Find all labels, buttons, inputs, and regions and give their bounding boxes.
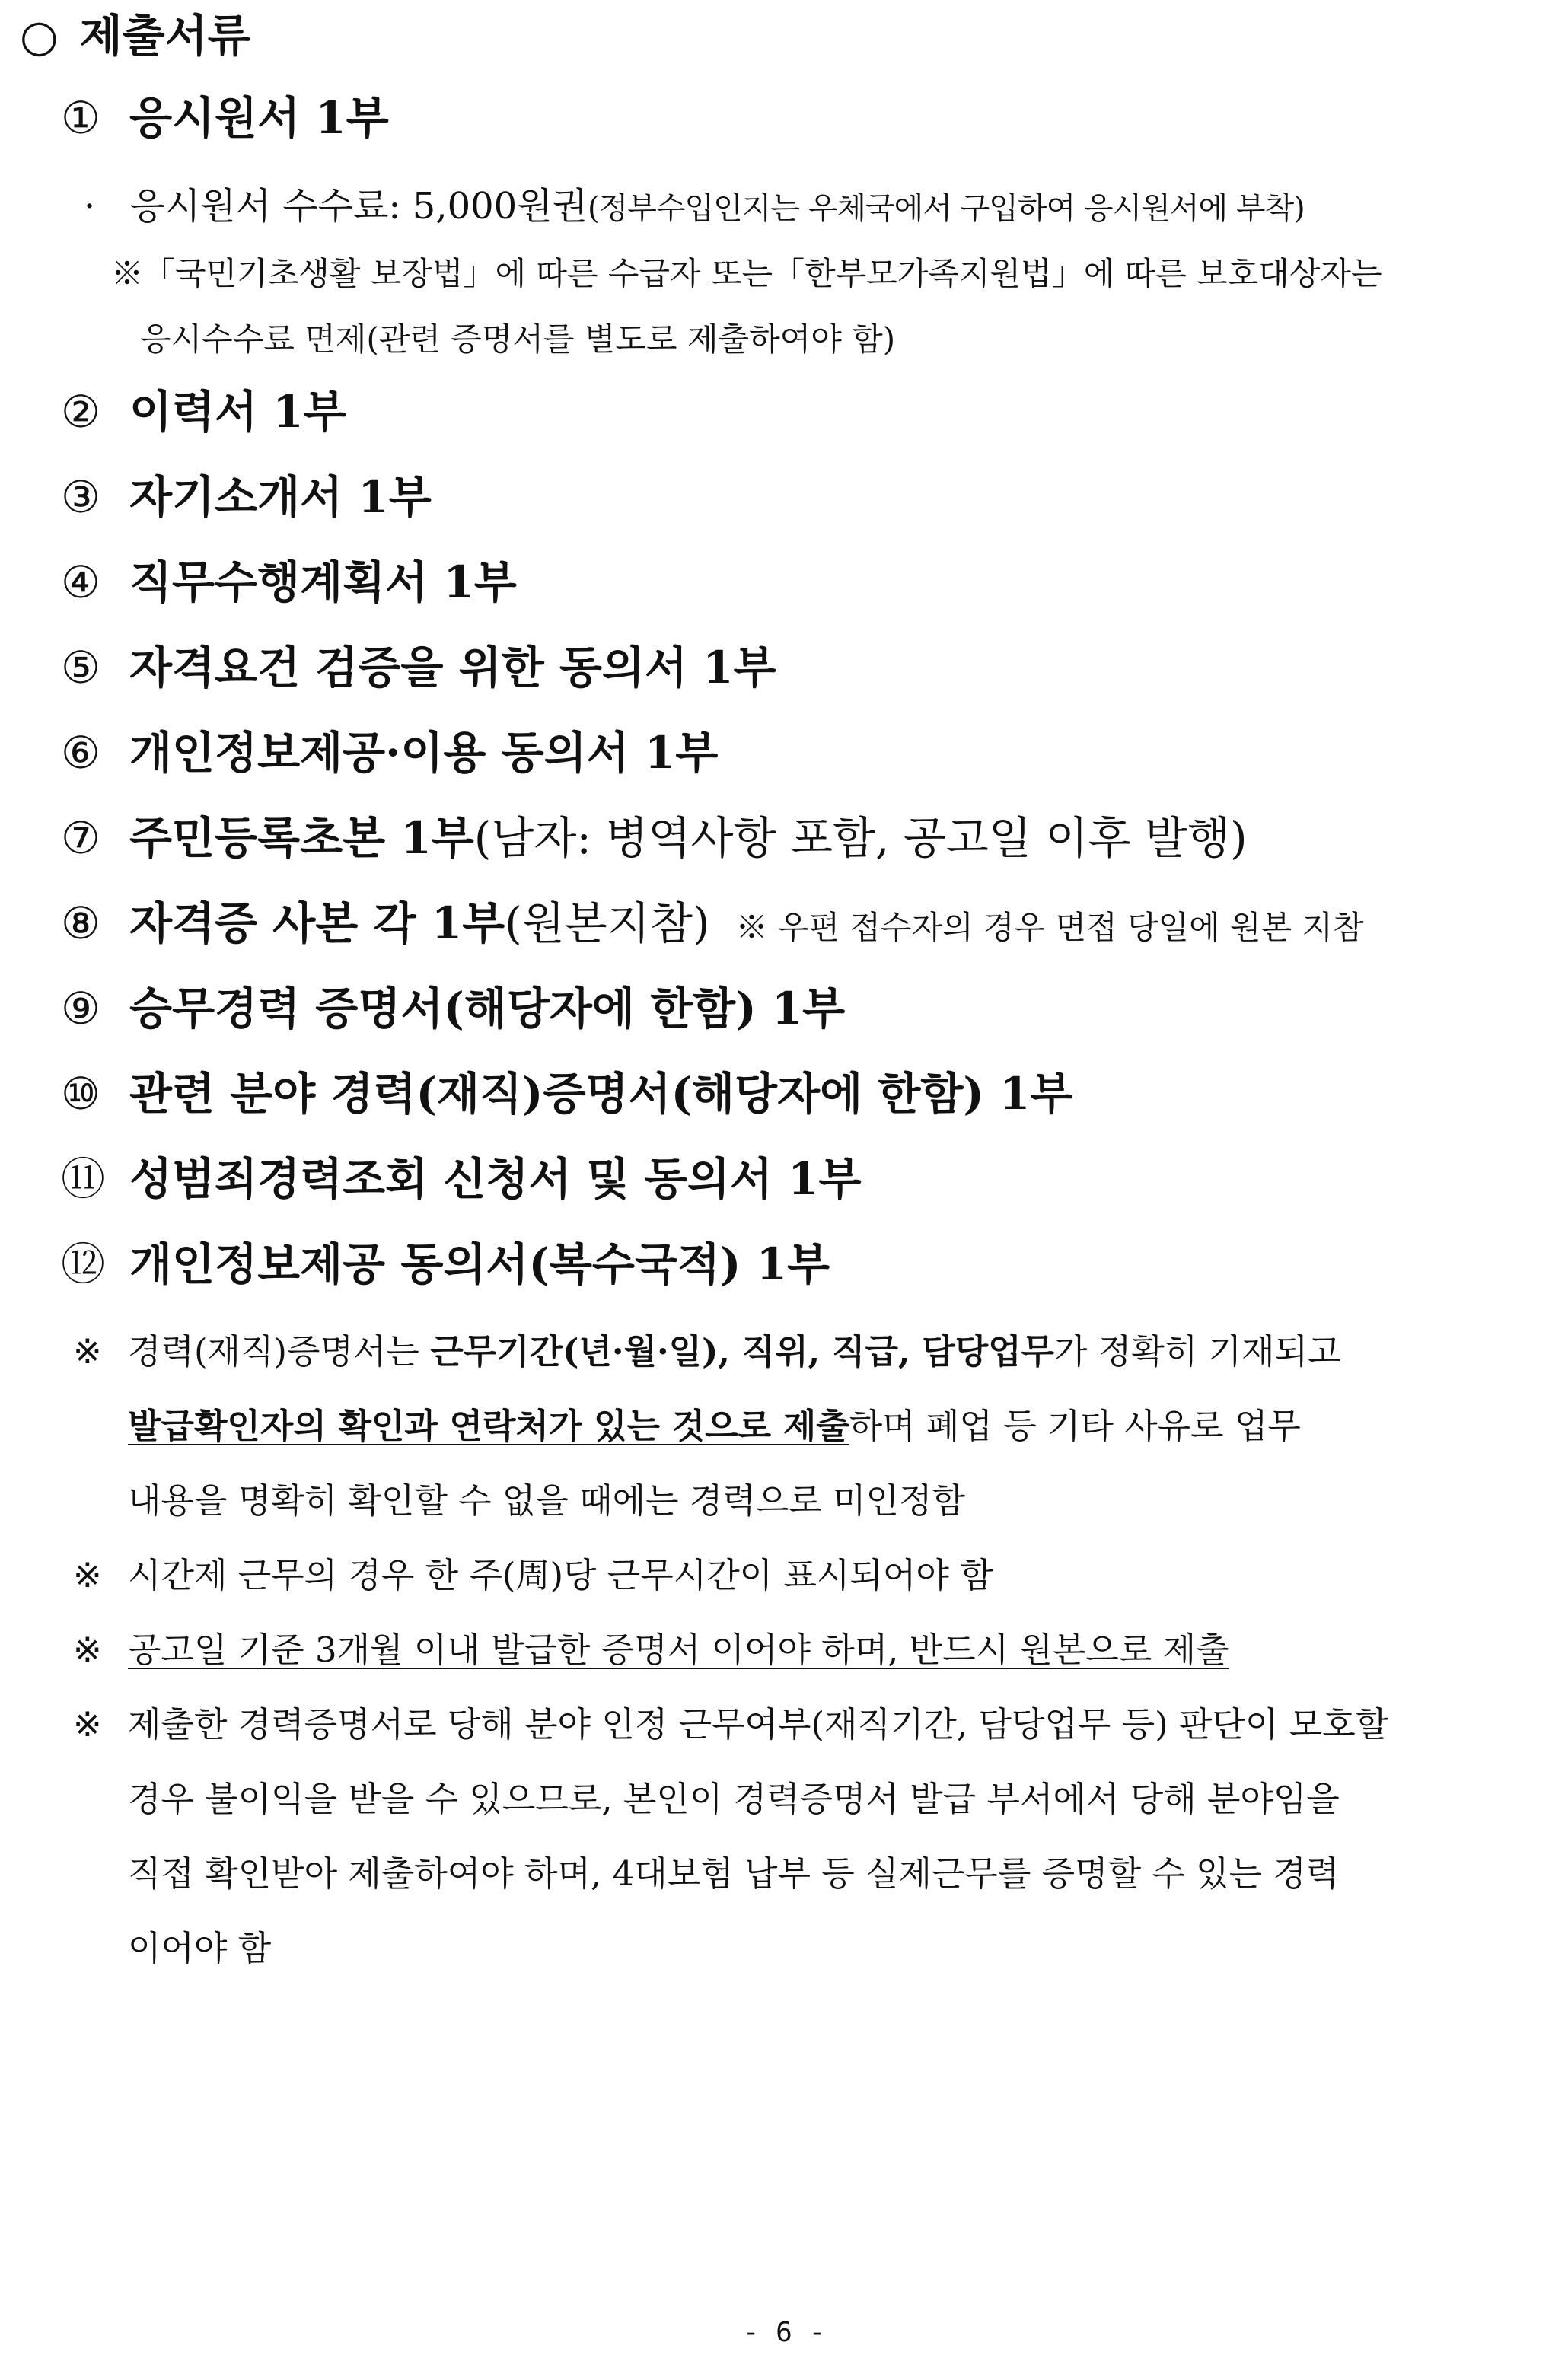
item-label: 직무수행계획서 1부 (129, 556, 517, 608)
item-label: 자격증 사본 각 1부 (129, 897, 505, 949)
section-bullet: ○ (20, 10, 59, 62)
note-career-cert (73, 1332, 1341, 1372)
list-item (61, 983, 845, 1034)
item-label: 자기소개서 1부 (129, 471, 432, 523)
list-item (61, 93, 389, 144)
item-note: ※ 우편 접수자의 경우 면접 당일에 원본 지참 (735, 909, 1364, 946)
fee-exempt-line2: 응시수수료 면제(관련 증명서를 별도로 제출하여야 함) (140, 320, 896, 358)
item-label: 자격요건 검증을 위한 동의서 1부 (129, 642, 776, 693)
note-issue-date (73, 1630, 1229, 1670)
item-label: 응시원서 1부 (129, 92, 389, 144)
note-text: 하며 폐업 등 기타 사유로 업무 (849, 1406, 1301, 1446)
note-career-cert-line2 (128, 1407, 1301, 1446)
item-number: ⑫ (61, 1238, 106, 1290)
list-item (61, 557, 517, 608)
item-number: ⑥ (61, 727, 100, 779)
page-number: - 6 - (742, 2317, 826, 2348)
item-label: 주민등록초본 1부 (129, 812, 474, 864)
item-number: ⑨ (61, 983, 100, 1034)
item-number: ④ (61, 556, 100, 608)
note-mark: ※ (73, 1704, 102, 1745)
note-verification-line3: 직접 확인받아 제출하여야 하며, 4대보험 납부 등 실제근무를 증명할 수 있는 경력 (128, 1853, 1340, 1894)
note-verification-line4: 이어야 함 (128, 1928, 272, 1968)
fee-label: 응시원서 수수료: 5,000원권 (129, 185, 588, 228)
item-label: 승무경력 증명서(해당자에 한함) 1부 (129, 983, 846, 1034)
item-label: 성범죄경력조회 신청서 및 동의서 1부 (129, 1153, 862, 1205)
list-item (61, 642, 776, 693)
note-text-underlined: 공고일 기준 3개월 이내 발급한 증명서 이어야 하며, 반드시 원본으로 제출 (128, 1630, 1229, 1670)
item-number: ③ (61, 471, 100, 523)
item-number: ② (61, 386, 100, 438)
note-text-bold: 근무기간(년·월·일), 직위, 직급, 담당업무 (430, 1331, 1055, 1372)
item-number: ⑪ (61, 1153, 106, 1205)
note-text: 제출한 경력증명서로 당해 분야 인정 근무여부(재직기간, 담당업무 등) 판단이 모호할 (128, 1704, 1389, 1745)
note-verification-line2: 경우 불이익을 받을 수 있으므로, 본인이 경력증명서 발급 부서에서 당해 분야임을 (128, 1779, 1340, 1819)
item-number: ⑤ (61, 642, 100, 693)
list-item (61, 1154, 862, 1205)
note-text: 가 정확히 기재되고 (1054, 1331, 1341, 1372)
fee-exempt-line1: ※「국민기초생활 보장법」에 따른 수급자 또는「한부모가족지원법」에 따른 보호대상자는 (111, 255, 1382, 292)
item-label: 이력서 1부 (129, 386, 346, 438)
fee-bullet: · (84, 185, 96, 228)
item-number: ⑧ (61, 897, 100, 949)
section-title (20, 11, 250, 62)
note-career-cert-line3: 내용을 명확히 확인할 수 없을 때에는 경력으로 미인정함 (128, 1480, 965, 1521)
list-item (61, 472, 432, 523)
item-extra: (원본지참) (505, 897, 710, 949)
list-item (61, 898, 1364, 949)
item-extra: (남자: 병역사항 포함, 공고일 이후 발행) (473, 812, 1248, 864)
list-item (61, 1239, 830, 1290)
item-number: ⑩ (61, 1068, 100, 1120)
item-number: ① (61, 92, 100, 144)
fee-detail: (정부수입인지는 우체국에서 구입하여 응시원서에 부착) (587, 191, 1305, 226)
note-verification (73, 1705, 1388, 1745)
section-title-text: 제출서류 (79, 10, 250, 62)
note-text: 경력(재직)증명서는 (128, 1331, 431, 1372)
note-mark: ※ (73, 1555, 102, 1595)
item-label: 관련 분야 경력(재직)증명서(해당자에 한함) 1부 (129, 1068, 1073, 1120)
note-text-underlined: 발급확인자의 확인과 연락처가 있는 것으로 제출 (128, 1406, 849, 1446)
note-mark: ※ (73, 1331, 102, 1372)
item-label: 개인정보제공·이용 동의서 1부 (129, 727, 719, 779)
note-mark: ※ (73, 1630, 102, 1670)
list-item (61, 1069, 1072, 1120)
note-part-time (73, 1556, 993, 1595)
note-text: 시간제 근무의 경우 한 주(周)당 근무시간이 표시되어야 함 (128, 1555, 993, 1595)
fee-line (84, 186, 1305, 228)
item-label: 개인정보제공 동의서(복수국적) 1부 (129, 1238, 830, 1290)
item-number: ⑦ (61, 812, 100, 864)
list-item (61, 728, 718, 779)
list-item (61, 813, 1248, 864)
list-item (61, 387, 346, 438)
